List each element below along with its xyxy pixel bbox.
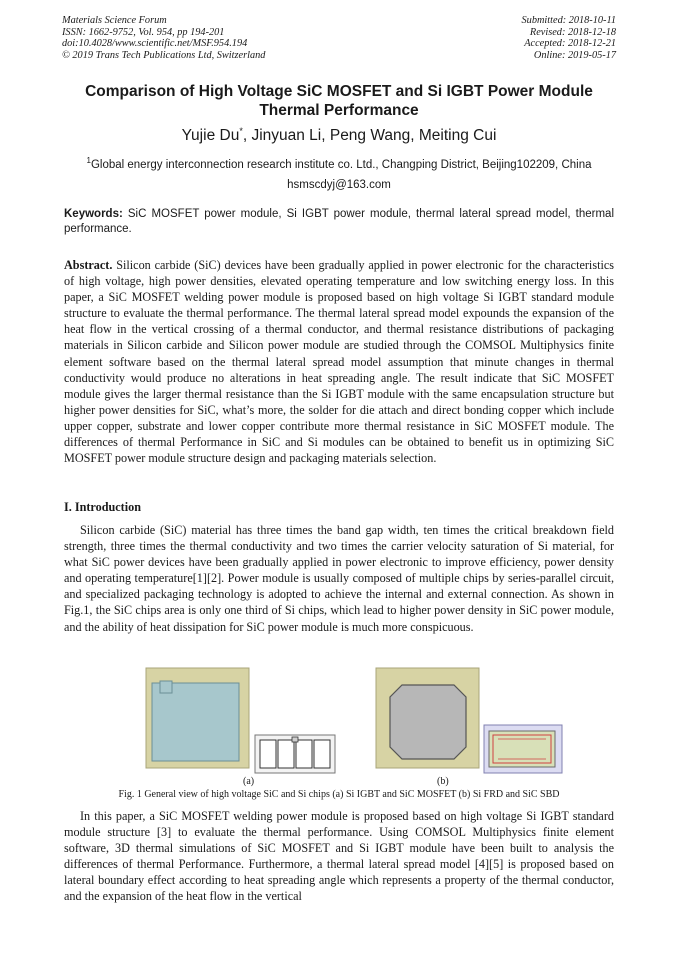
abstract-label: Abstract. — [64, 258, 113, 272]
figure-label-b: (b) — [437, 776, 449, 787]
author-list — [60, 126, 618, 145]
issn: ISSN: 1662-9752, Vol. 954, pp 194-201 — [62, 26, 225, 38]
si-frd-chip-image — [376, 668, 479, 768]
accepted-date: Accepted: 2018-12-21 — [524, 38, 616, 49]
other-authors: , Jinyuan Li, Peng Wang, Meiting Cui — [242, 127, 497, 145]
sic-mosfet-chips-image — [255, 735, 335, 773]
figure-label-a: (a) — [243, 776, 255, 787]
online-date: Online: 2019-05-17 — [533, 49, 616, 61]
sic-sbd-chip-image — [484, 725, 562, 773]
affiliation-number: 1 — [86, 156, 91, 165]
keywords — [64, 207, 614, 237]
corresponding-mark: * — [239, 126, 243, 136]
doi: doi:10.4028/www.scientific.net/MSF.954.194 — [62, 38, 248, 49]
figure-caption: Fig. 1 General view of high voltage SiC and Si chips (a) Si IGBT and SiC MOSFET (b) Si FRD and SiC SBD — [118, 789, 560, 800]
affiliation-block — [40, 151, 638, 195]
si-igbt-chip-image — [146, 668, 249, 768]
submitted-date: Submitted: 2018-10-11 — [521, 15, 616, 26]
keywords-text: SiC MOSFET power module, Si IGBT power module, thermal lateral spread model, thermal performance. — [64, 208, 614, 235]
keywords-label: Keywords: — [64, 208, 123, 220]
chip-images — [64, 665, 614, 790]
email: hsmscdyj@163.com — [287, 178, 391, 191]
abstract — [64, 257, 614, 466]
journal-name: Materials Science Forum — [62, 15, 167, 26]
intro-paragraph: Silicon carbide (SiC) material has three times the band gap width, ten times the critical breakdown field strength, three times the thermal conductivity and two times the carrier velocity saturation of Si material, for what SiC power devices have been gradually applied in power electronic to improve efficiency, power density and operating temperature[1][2]. Power module is usually composed of multiple chips by series-parallel circuit, and specialized packaging technology is adopted to achieve the internal and external connection. As shown in Fig.1, the SiC chips area is only one third of Si chips, which lead to higher power density in SiC power module, and the ability of heat dissipation for SiC power module is much more conspicuous. — [64, 523, 614, 634]
figure-1 — [64, 665, 614, 790]
section-heading: I. Introduction — [64, 500, 141, 514]
affiliation-text: Global energy interconnection research institute co. Ltd., Changping District, Beijing102209, China — [90, 158, 592, 171]
abstract-text: Silicon carbide (SiC) devices have been gradually applied in power electronic for the characteristics of high voltage, high power densities, elevated operating temperature and low switching energy loss. In this paper, a SiC MOSFET welding power module is proposed based on high voltage Si IGBT standard module structure to evaluate the thermal performance. The thermal lateral spread model expounds the expansion of the heat flow in the vertical crossing of a thermal conductor, and thermal resistance distributions of packaging materials in Silicon carbide and Silicon power module are studied through the COMSOL Multiphysics finite element software based on the thermal lateral spread model assumption that minute changes in thermal conductivity would produce no alterations in heat spreading angle. The result indicate that SiC MOSFET module gives the larger thermal resistance than the Si IGBT module with the same encapsulation structure but higher power densities for SiC, what’s more, the solder for die attach and direct bonding copper which include upper copper, substrate and lower copper contribute more thermal resistance in SiC MOSFET module. The differences of thermal Performance in SiC and Si modules can be obtained to benefit us in optimizing SiC MOSFET power module structure design and packaging materials selection. — [64, 258, 614, 466]
header-right — [522, 15, 616, 61]
header-left — [62, 15, 265, 61]
second-paragraph: In this paper, a SiC MOSFET welding power module is proposed based on high voltage Si IGBT standard module structure [3] to evaluate the thermal performance. Using COMSOL Multiphysics finite element software, 3D thermal simulations of SiC MOSFET and Si IGBT module have been built to analysis the differences of thermal Performance. Furthermore, a thermal lateral spread model [4][5] is proposed based on lateral boundary effect according to heat spreading angle which represents a property of the thermal conductor, and the expansion of the heat flow in the vertical — [64, 809, 614, 904]
first-author: Yujie Du — [181, 127, 240, 145]
paper-title: Comparison of High Voltage SiC MOSFET and Si IGBT Power Module Thermal Performance — [85, 83, 593, 119]
copyright: © 2019 Trans Tech Publications Ltd, Switzerland — [62, 49, 266, 61]
affiliation — [40, 151, 638, 175]
revised-date: Revised: 2018-12-18 — [529, 26, 616, 38]
